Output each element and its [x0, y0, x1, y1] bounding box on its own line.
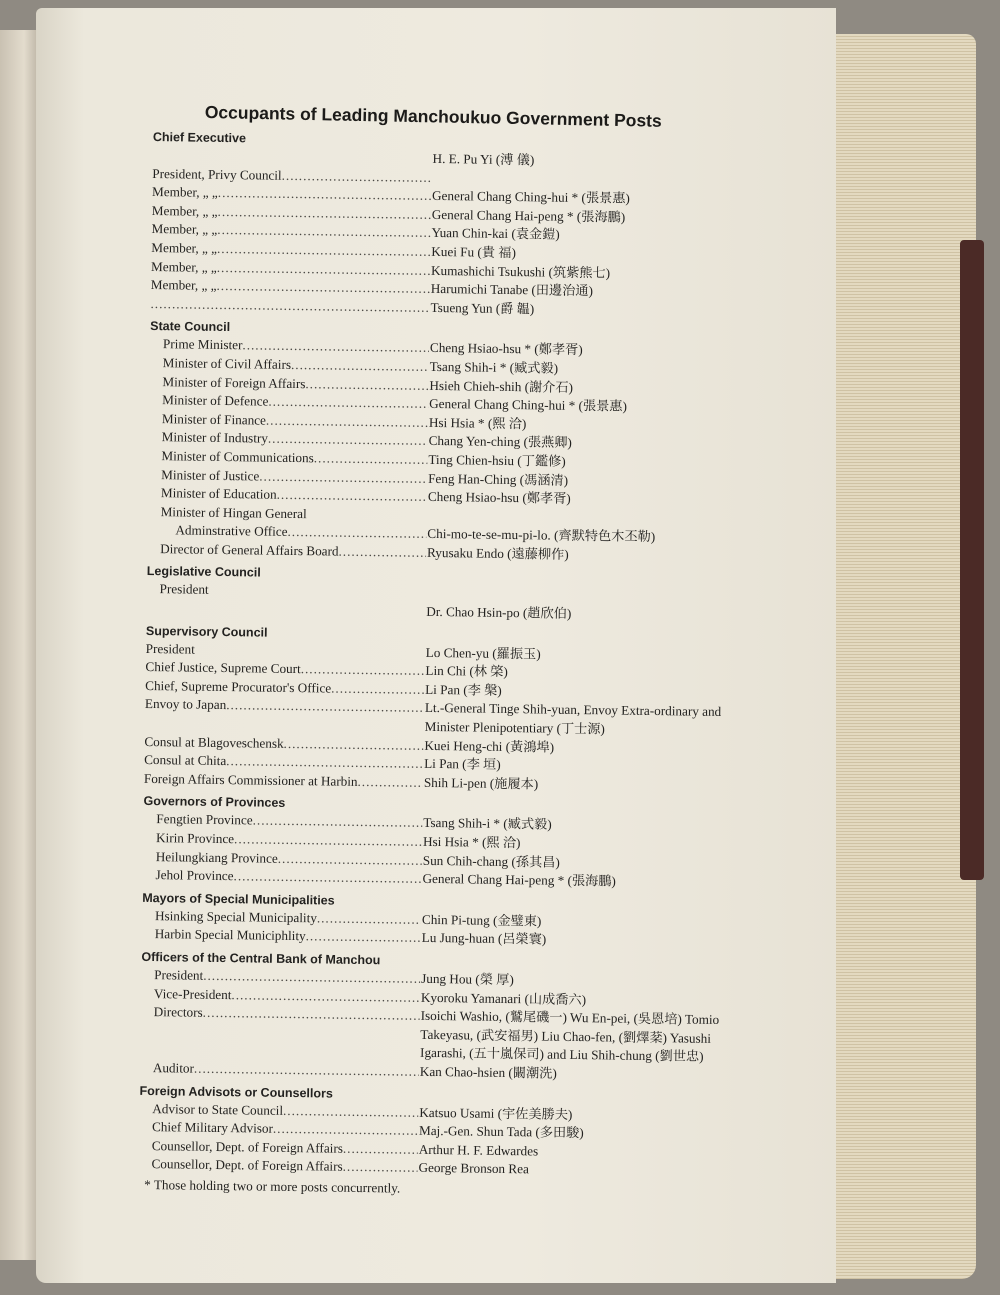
leader-dots: [273, 1120, 418, 1141]
post-title: Adminstrative Office: [175, 522, 288, 540]
leader-dots: [194, 1060, 419, 1082]
leader-dots: [291, 356, 429, 377]
post-holder: Kumashichi Tsukushi (筑紫熊七): [430, 262, 611, 280]
post-title: Foreign Affairs Commissioner at Harbin: [143, 770, 358, 789]
post-holder: Lu Jung-huan (呂榮寰): [421, 930, 547, 947]
post-holder: Li Pan (李 垣): [424, 756, 501, 773]
section-heading: Governors of Provinces: [143, 794, 286, 811]
section-mayors: [142, 889, 723, 952]
post-holder: Hsi Hsia * (熙 洽): [422, 833, 521, 851]
footnote: * Those holding two or more posts concurrently.: [144, 1176, 401, 1196]
post-holder: Kan Chao-hsien (闞潮洗): [419, 1063, 557, 1081]
post-holder: General Chang Ching-hui * (張景惠): [429, 396, 628, 414]
leader-dots: [203, 1004, 420, 1026]
post-holder: Dr. Chao Hsin-po (趙欣伯): [426, 603, 572, 621]
post-holder: George Bronson Rea: [418, 1160, 529, 1177]
leader-dots: [283, 1101, 418, 1121]
post-title: Minister of Communications: [161, 448, 314, 466]
post-holder: Jung Hou (榮 厚): [421, 970, 514, 988]
section-heading: Legislative Council: [146, 564, 261, 581]
post-holder: Katsuo Usami (宇佐美勝夫): [419, 1104, 573, 1122]
section-heading: Foreign Advisots or Counsellors: [139, 1083, 333, 1101]
leader-dots: [282, 166, 432, 187]
post-title: Member, „ „: [150, 277, 217, 294]
post-holder: General Chang Hai-peng * (張海鵬): [422, 871, 616, 889]
post-holder: Feng Han-Ching (馮涵清): [428, 470, 569, 488]
page-title: Occupants of Leading Manchoukuo Government Posts: [204, 102, 662, 131]
section-central-bank-officers: [140, 948, 722, 1086]
post-title: Consul at Chita: [144, 752, 227, 769]
post-holder: Lin Chi (林 棨): [425, 663, 508, 680]
post-title: Directors: [153, 1004, 203, 1020]
post-holder: Maj.-Gen. Shun Tada (多田駿): [418, 1122, 584, 1141]
section-state-council: [147, 317, 730, 566]
leader-dots: [343, 1139, 418, 1159]
post-holder: Lo Chen-yu (羅振玉): [425, 644, 541, 662]
leader-dots: [314, 449, 428, 469]
post-holder: Harumichi Tanabe (田邊治通): [430, 281, 594, 299]
post-holder: Arthur H. F. Edwardes: [418, 1141, 539, 1159]
post-title: Minister of Finance: [161, 410, 267, 428]
section-heading: Mayors of Special Municipalities: [142, 890, 335, 908]
leader-dots: [268, 430, 428, 451]
post-holder: Ryusaku Endo (遠藤柳作): [426, 544, 569, 562]
leader-dots: [305, 928, 420, 948]
post-holder: Cheng Hsiao-hsu (鄭孝胥): [427, 488, 571, 506]
post-holder: Yuan Chin-kai (袁金鎧): [431, 225, 560, 243]
post-title: Member, „ „: [151, 202, 218, 219]
post-title: Kirin Province: [155, 830, 235, 847]
post-title: Minister of Civil Affairs: [162, 355, 292, 372]
post-holder: Kuei Heng-chi (黃鴻埠): [424, 737, 555, 755]
post-title: Director of General Affairs Board: [160, 541, 339, 559]
post-holder: General Chang Ching-hui * (張景惠): [431, 188, 630, 206]
post-title: Minister of Foreign Affairs: [162, 373, 306, 391]
section-heading: Supervisory Council: [145, 623, 268, 640]
section-chief-executive: [150, 128, 733, 321]
post-title: Member, „ „: [151, 221, 218, 238]
post-holder: Isoichi Washio, (鷲尾磯一) Wu En-pei, (吳恩培) Tomio Takeyasu, (武安福男) Liu Chao-fen, (劉燡棻) Yasushi Igarashi, (五十嵐保司) and Liu Shih-chung (劉世忠): [420, 1007, 720, 1065]
post-title: Counsellor, Dept. of Foreign Affairs: [151, 1137, 344, 1156]
section-heading: State Council: [150, 319, 231, 335]
post-title: President, Privy Council: [152, 165, 282, 183]
post-holder: Tsueng Yun (爵 韞): [430, 299, 535, 317]
leader-dots: [259, 467, 427, 488]
section-governors-of-provinces: [142, 792, 723, 892]
leader-dots: [276, 486, 427, 507]
list-item: [140, 1003, 721, 1067]
post-holder: Tsang Shih-i * (臧式毅): [429, 358, 559, 376]
post-holder: Shih Li-pen (施履本): [423, 774, 539, 792]
post-title: Minister of Industry: [161, 429, 269, 446]
leader-dots: [357, 773, 423, 793]
post-title: Envoy to Japan: [144, 696, 227, 713]
post-holder: General Chang Hai-peng * (張海鵬): [431, 206, 626, 225]
posts-listing: [138, 128, 733, 1202]
post-holder: Ting Chien-hsiu (丁鑑修): [428, 451, 566, 469]
post-title: Member, „ „: [150, 258, 217, 275]
leader-dots: [338, 543, 426, 563]
post-title: Harbin Special Municiphlity: [154, 926, 306, 944]
leader-dots: [226, 697, 424, 718]
post-title: Auditor: [152, 1060, 195, 1076]
book-page-edges: [826, 34, 976, 1279]
section-legislative-council: [146, 562, 727, 625]
post-holder: Sun Chih-chang (孫其昌): [422, 852, 560, 870]
post-title: President: [154, 967, 204, 983]
leader-dots: [268, 393, 428, 414]
post-title: Minister of Defence: [162, 392, 269, 409]
post-holder: Chi-mo-te-se-mu-pi-lo. (齊默特色木丕勒): [427, 526, 656, 545]
leader-dots: [278, 849, 422, 870]
post-holder: Kyoroku Yamanari (山成喬六): [420, 989, 587, 1007]
post-holder: Tsang Shih-i * (臧式毅): [423, 815, 552, 833]
post-title: President: [145, 640, 195, 657]
leader-dots: [253, 812, 423, 833]
post-title: President: [159, 581, 209, 598]
leader-dots: [331, 679, 424, 699]
post-holder: Hsi Hsia * (熙 洽): [428, 414, 527, 431]
post-title: Jehol Province: [155, 867, 234, 884]
post-title: Member, „ „: [151, 239, 218, 256]
post-title: Heilungkiang Province: [155, 848, 278, 866]
post-title: Minister of Justice: [161, 466, 260, 484]
leader-dots: [283, 735, 423, 756]
post-title: Hsinking Special Municipality: [154, 907, 318, 926]
post-holder: Chin Pi-tung (金璧東): [421, 911, 542, 929]
post-title: Minister of Hingan General: [160, 503, 307, 521]
leader-dots: [305, 375, 428, 395]
leader-dots: [301, 660, 425, 680]
section-heading: Officers of the Central Bank of Manchou: [141, 949, 381, 968]
post-title: Member, „ „: [152, 184, 218, 201]
leader-dots: [343, 1158, 418, 1178]
section-foreign-advisors: [138, 1081, 719, 1181]
post-title: Prime Minister: [162, 336, 243, 353]
leader-dots: [287, 523, 426, 544]
post-title: Fengtien Province: [156, 811, 253, 828]
post-title: Counsellor, Dept. of Foreign Affairs: [151, 1156, 343, 1175]
leader-dots: [317, 909, 421, 929]
left-page-edge: [0, 30, 40, 1260]
post-holder: Cheng Hsiao-hsu * (鄭孝胥): [429, 340, 583, 358]
section-heading: Chief Executive: [152, 129, 247, 146]
post-title: Chief Military Advisor: [151, 1119, 274, 1136]
book-cover-edge: [960, 240, 984, 880]
post-title: Chief, Supreme Procurator's Office: [145, 677, 332, 696]
leader-dots: [233, 867, 421, 888]
post-title: Chief Justice, Supreme Court: [145, 659, 301, 677]
post-holder: H. E. Pu Yi (溥 儀): [432, 150, 535, 168]
post-holder: Chang Yen-ching (張燕卿): [428, 433, 572, 451]
leader-dots: [266, 411, 428, 432]
section-supervisory-council: [144, 622, 726, 797]
post-title: Advisor to State Council: [152, 1100, 284, 1118]
post-holder: Li Pan (李 槃): [425, 681, 502, 698]
leader-dots: [150, 295, 429, 317]
post-title: Minister of Education: [160, 485, 277, 502]
post-title: Vice-President: [153, 985, 232, 1002]
post-holder: Lt.-General Tinge Shih-yuan, Envoy Extra-ordinary and Minister Plenipotentiary (丁士源): [424, 700, 722, 737]
post-title: Consul at Blagoveschensk: [144, 733, 284, 751]
post-holder: Kuei Fu (貴 福): [431, 243, 517, 261]
post-holder: Hsieh Chieh-shih (謝介石): [429, 377, 574, 395]
